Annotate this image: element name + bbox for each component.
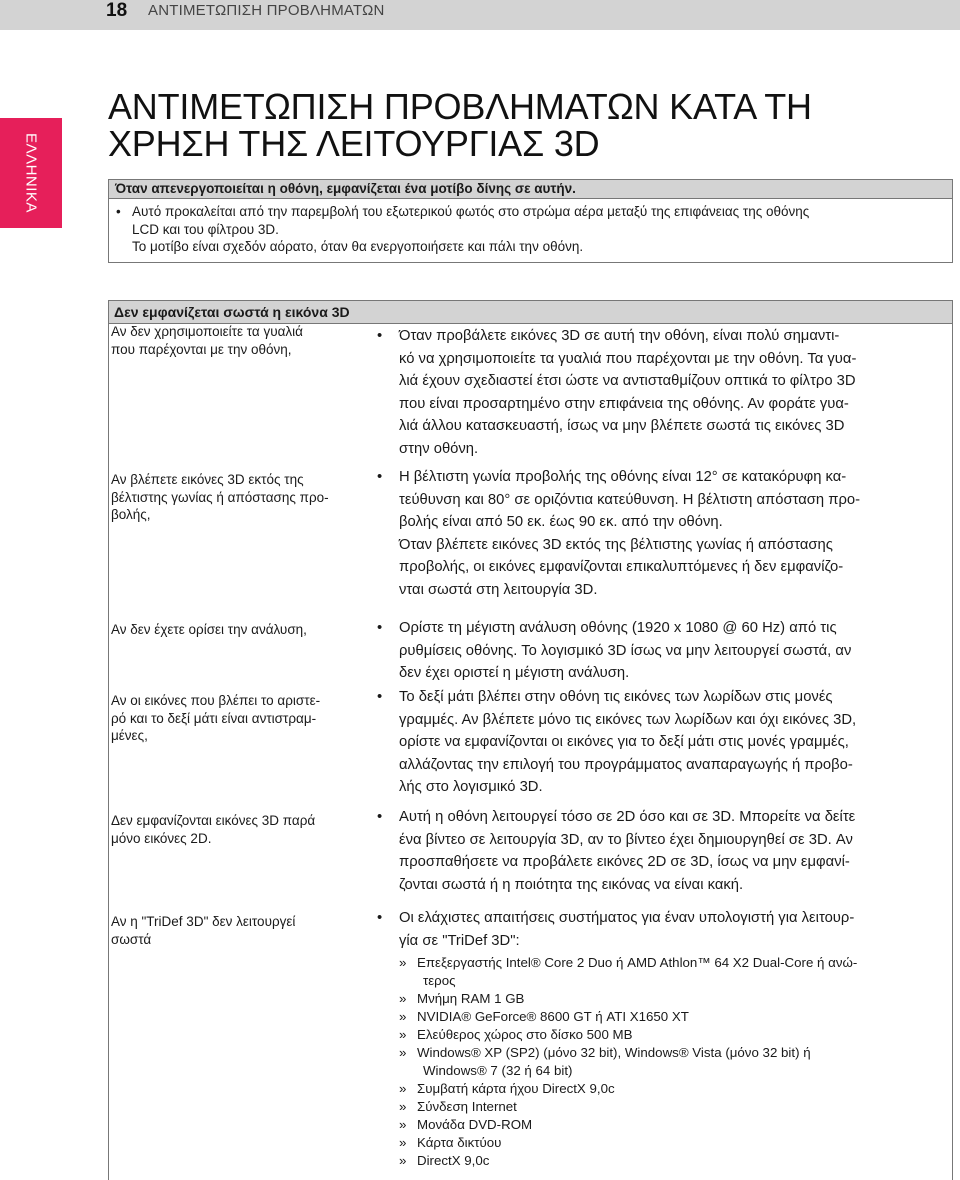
problem-cause-line: Αν βλέπετε εικόνες 3D εκτός της: [111, 472, 304, 487]
system-requirement-item: [399, 1098, 943, 1116]
problem-solution-line: γία σε "TriDef 3D":: [399, 932, 520, 949]
system-requirement-item: [399, 1026, 943, 1044]
problem-solution-line: Το δεξί μάτι βλέπει στην οθόνη τις εικόνες των λωρίδων στις μονές: [399, 689, 833, 705]
problem-cause: [111, 471, 361, 524]
problem-solution-line: Όταν βλέπετε εικόνες 3D εκτός της βέλτιστης γωνίας ή απόστασης: [399, 536, 833, 553]
problem-solution-line: βολής είναι από 50 εκ. έως 90 εκ. από την οθόνη.: [399, 514, 723, 530]
problem-solution-line: Όταν προβάλετε εικόνες 3D σε αυτή την οθόνη, είναι πολύ σημαντι-: [399, 328, 840, 344]
system-requirement-item: [399, 1152, 943, 1170]
problem-solution-line: κό να χρησιμοποιείτε τα γυαλιά που παρέχονται με την οθόνη. Τα γυα-: [399, 350, 857, 367]
problem-cause-line: Δεν εμφανίζονται εικόνες 3D παρά: [111, 813, 316, 828]
problem-cause-line: ρό και το δεξί μάτι είναι αντιστραμ-: [111, 710, 317, 726]
problem-cause-line: μόνο εικόνες 2D.: [111, 830, 212, 846]
problem-cause-line: βέλτιστης γωνίας ή απόστασης προ-: [111, 489, 329, 505]
chevron-marker-icon: »: [399, 1099, 407, 1114]
problem-solution: [377, 617, 943, 685]
bullet-icon: •: [377, 328, 383, 344]
system-requirement-item: [399, 1044, 943, 1080]
bullet-icon: •: [377, 910, 383, 926]
problem-solution-line: Η βέλτιστη γωνία προβολής της οθόνης είναι 12° σε κατακόρυφη κα-: [399, 469, 847, 485]
problem-solution: [377, 466, 943, 601]
problem-solution: [377, 686, 943, 799]
problem-solution: [377, 907, 943, 952]
problem-solution-line: ζονται σωστά ή η ποιότητα της εικόνας να είναι κακή.: [399, 876, 744, 893]
swirl-pattern-line: Το μοτίβο είναι σχεδόν αόρατο, όταν θα ενεργοποιήσετε και πάλι την οθόνη.: [132, 239, 584, 254]
system-requirement-item: [399, 1008, 943, 1026]
page-title: [108, 88, 928, 162]
system-requirement-line: Συμβατή κάρτα ήχου DirectX 9,0c: [417, 1081, 615, 1096]
problem-solution-line: λιά έχουν σχεδιαστεί έτσι ώστε να αντισταθμίζουν οπτικά το φίλτρο 3D: [399, 373, 856, 389]
problem-cause: [111, 621, 361, 639]
chevron-marker-icon: »: [399, 1009, 407, 1024]
chevron-marker-icon: »: [399, 955, 407, 970]
bullet-icon: •: [377, 689, 383, 705]
problem-solution-line: ένα βίντεο σε λειτουργία 3D, αν το βίντεο έχει δημιουργηθεί σε 3D. Αν: [399, 831, 853, 848]
problem-solution-line: Αυτή η οθόνη λειτουργεί τόσο σε 2D όσο και σε 3D. Μπορείτε να δείτε: [399, 809, 856, 825]
problem-solution: [377, 325, 943, 460]
problem-cause: [111, 692, 361, 745]
chevron-marker-icon: »: [399, 991, 407, 1006]
3d-display-problems-table: [108, 300, 953, 1180]
problem-solution-line: Ορίστε τη μέγιστη ανάλυση οθόνης (1920 x 1080 @ 60 Hz) από τις: [399, 620, 837, 636]
problem-solution-line: λιά άλλου κατασκευαστή, ίσως να μην βλέπετε σωστά τις εικόνες 3D: [399, 418, 845, 434]
problem-cause-line: βολής,: [111, 507, 151, 522]
problem-cause: [111, 812, 361, 847]
system-requirement-item: [399, 1080, 943, 1098]
system-requirement-item: [399, 954, 943, 990]
bullet-icon: •: [377, 620, 383, 636]
bullet-icon: •: [377, 469, 383, 485]
chevron-marker-icon: »: [399, 1117, 407, 1132]
running-header: [0, 0, 960, 30]
system-requirement-item: [399, 1116, 943, 1134]
system-requirement-line: Windows® XP (SP2) (μόνο 32 bit), Windows® Vista (μόνο 32 bit) ή: [417, 1045, 811, 1060]
3d-display-problems-heading: Δεν εμφανίζεται σωστά η εικόνα 3D: [109, 301, 952, 324]
swirl-pattern-bullet: [115, 203, 952, 256]
problem-solution-line: που είναι προσαρτημένο στην επιφάνεια της οθόνης. Αν φοράτε γυα-: [399, 395, 849, 412]
problem-solution-line: προβολής, οι εικόνες εμφανίζονται επικαλυπτόμενες ή δεν εμφανίζο-: [399, 559, 844, 575]
problem-cause-line: Αν δεν έχετε ορίσει την ανάλυση,: [111, 622, 307, 637]
swirl-pattern-line: LCD και του φίλτρου 3D.: [132, 221, 279, 237]
chevron-marker-icon: »: [399, 1135, 407, 1150]
chevron-marker-icon: »: [399, 1153, 407, 1168]
problem-cause: [111, 323, 361, 358]
page-title-line-2: ΧΡΗΣΗ ΤΗΣ ΛΕΙΤΟΥΡΓΙΑΣ 3D: [108, 123, 600, 164]
problem-solution-line: δεν έχει οριστεί η μέγιστη ανάλυση.: [399, 665, 630, 681]
problem-cause: [111, 913, 361, 948]
chevron-marker-icon: »: [399, 1081, 407, 1096]
language-tab-label: ΕΛΛΗΝΙΚΑ: [22, 133, 40, 213]
system-requirement-line: Μνήμη RAM 1 GB: [417, 991, 525, 1006]
problem-solution-line: γραμμές. Αν βλέπετε μόνο τις εικόνες των λωρίδων και όχι εικόνες 3D,: [399, 711, 857, 728]
problem-solution-line: ορίστε να εμφανίζονται οι εικόνες για το δεξί μάτι στις μονές γραμμές,: [399, 734, 849, 750]
problem-solution-line: Οι ελάχιστες απαιτήσεις συστήματος για έναν υπολογιστή για λειτουρ-: [399, 910, 855, 926]
problem-cause-line: μένες,: [111, 728, 148, 743]
problem-solution: [377, 806, 943, 896]
problem-cause-line: Αν η "TriDef 3D" δεν λειτουργεί: [111, 914, 296, 929]
swirl-pattern-line: Αυτό προκαλείται από την παρεμβολή του εξωτερικού φωτός στο στρώμα αέρα μεταξύ της επιφάνειας της οθόνης: [132, 204, 810, 219]
system-requirement-line: Ελεύθερος χώρος στο δίσκο 500 MB: [417, 1027, 633, 1042]
problem-solution-line: ρυθμίσεις οθόνης. Το λογισμικό 3D ίσως να μην λειτουργεί σωστά, αν: [399, 642, 852, 659]
swirl-pattern-body: [109, 199, 952, 256]
problem-cause-line: Αν δεν χρησιμοποιείτε τα γυαλιά: [111, 324, 303, 339]
system-requirement-item: [399, 1134, 943, 1152]
system-requirement-line: Κάρτα δικτύου: [417, 1135, 502, 1150]
system-requirement-line: Σύνδεση Internet: [417, 1099, 517, 1114]
bullet-icon: •: [377, 809, 383, 825]
page-number: 18: [106, 0, 128, 21]
problem-solution-line: αλλάζοντας την επιλογή του προγράμματος αναπαραγωγής ή προβο-: [399, 756, 853, 773]
problem-solution-line: προσπαθήσετε να προβάλετε εικόνες 2D σε 3D, ίσως να μην εμφανί-: [399, 854, 850, 870]
problem-solution-line: νται σωστά στη λειτουργία 3D.: [399, 581, 598, 598]
system-requirement-line: Μονάδα DVD-ROM: [417, 1117, 533, 1132]
language-tab: [0, 118, 62, 228]
system-requirement-line: Windows® 7 (32 ή 64 bit): [423, 1063, 573, 1078]
problem-solution-line: λής στο λογισμικό 3D.: [399, 779, 543, 795]
problem-cause-line: που παρέχονται με την οθόνη,: [111, 341, 292, 357]
page-title-line-1: ΑΝΤΙΜΕΤΩΠΙΣΗ ΠΡΟΒΛΗΜΑΤΩΝ ΚΑΤΑ ΤΗ: [108, 86, 812, 127]
problem-solution-line: στην οθόνη.: [399, 440, 479, 457]
system-requirement-line: τερος: [423, 973, 456, 988]
chevron-marker-icon: »: [399, 1045, 407, 1060]
problem-cause-line: Αν οι εικόνες που βλέπει το αριστε-: [111, 693, 321, 708]
running-title: ΑΝΤΙΜΕΤΩΠΙΣΗ ΠΡΟΒΛΗΜΑΤΩΝ: [148, 2, 385, 19]
system-requirement-line: DirectX 9,0c: [417, 1153, 490, 1168]
system-requirement-line: NVIDIA® GeForce® 8600 GT ή ATI X1650 XT: [417, 1009, 689, 1024]
swirl-pattern-heading: Όταν απενεργοποιείται η οθόνη, εμφανίζεται ένα μοτίβο δίνης σε αυτήν.: [109, 180, 952, 199]
chevron-marker-icon: »: [399, 1027, 407, 1042]
system-requirements-list: [399, 954, 943, 1170]
bullet-icon: •: [116, 204, 121, 219]
problem-cause-line: σωστά: [111, 931, 152, 947]
problem-solution-line: τεύθυνση και 80° σε οριζόντια κατεύθυνση. Η βέλτιστη απόσταση προ-: [399, 491, 861, 508]
system-requirement-item: [399, 990, 943, 1008]
system-requirement-line: Επεξεργαστής Intel® Core 2 Duo ή AMD Athlon™ 64 X2 Dual-Core ή ανώ-: [417, 955, 858, 970]
swirl-pattern-box: [108, 179, 953, 263]
